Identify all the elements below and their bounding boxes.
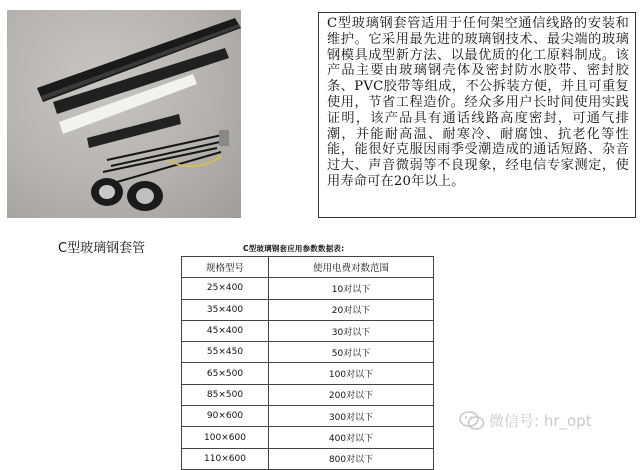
- table-row: [182, 406, 434, 427]
- table-title: C型玻璃钢套应用参数数据表:: [243, 244, 345, 253]
- cell-range: 10对以下: [269, 278, 434, 299]
- table-row: [182, 448, 434, 469]
- product-illustration: [7, 10, 241, 218]
- cell-model: 55×450: [182, 342, 269, 363]
- description-text: C型玻璃钢套管适用于任何架空通信线路的安装和维护。它采用最先进的玻璃钢技术、最尖端的玻璃钢模具成型新方法、以最优质的化工原料制成。该产品主要由玻璃钢壳体及密封防水胶带、密封胶条、PVC胶带等组成，不公拆装方便，并且可重复使用，节省工程造价。经众多用户长时间使用实践证明，该产品具有通话线路高度密封，可通气排潮，并能耐高温、耐寒冷、耐腐蚀、抗老化等性能，能很好克服因雨季受潮造成的通话短路、杂音过大、声音微弱等不良现象，经电信专家测定，使用寿命可在20年以上。: [327, 16, 629, 189]
- wechat-icon: [459, 411, 485, 431]
- table-row: [182, 342, 434, 363]
- product-photo: [7, 10, 241, 218]
- header-pairs-range: 使用电费对数范围: [269, 257, 434, 278]
- table-row: [182, 384, 434, 405]
- table-row: [182, 363, 434, 384]
- table-row: [182, 299, 434, 320]
- cell-range: 30对以下: [269, 320, 434, 341]
- cell-model: 65×500: [182, 363, 269, 384]
- cell-model: 90×600: [182, 406, 269, 427]
- cell-model: 25×400: [182, 278, 269, 299]
- table-row: [182, 427, 434, 448]
- table-row: [182, 320, 434, 341]
- cell-range: 400对以下: [269, 427, 434, 448]
- cell-model: 100×600: [182, 427, 269, 448]
- cell-range: 50对以下: [269, 342, 434, 363]
- cell-range: 200对以下: [269, 384, 434, 405]
- cell-model: 85×500: [182, 384, 269, 405]
- cell-model: 45×400: [182, 320, 269, 341]
- product-caption: C型玻璃钢套管: [58, 241, 146, 256]
- cell-range: 800对以下: [269, 448, 434, 469]
- cell-model: 110×600: [182, 448, 269, 469]
- header-model: 规格型号: [182, 257, 269, 278]
- watermark: [459, 410, 592, 431]
- table-header-row: [182, 257, 434, 278]
- cell-range: 300对以下: [269, 406, 434, 427]
- cell-range: 100对以下: [269, 363, 434, 384]
- cell-range: 20对以下: [269, 299, 434, 320]
- watermark-text: 微信号: hr_opt: [489, 412, 592, 430]
- table-row: [182, 278, 434, 299]
- description-box: [318, 12, 636, 218]
- cell-model: 35×400: [182, 299, 269, 320]
- spec-table: [181, 256, 434, 470]
